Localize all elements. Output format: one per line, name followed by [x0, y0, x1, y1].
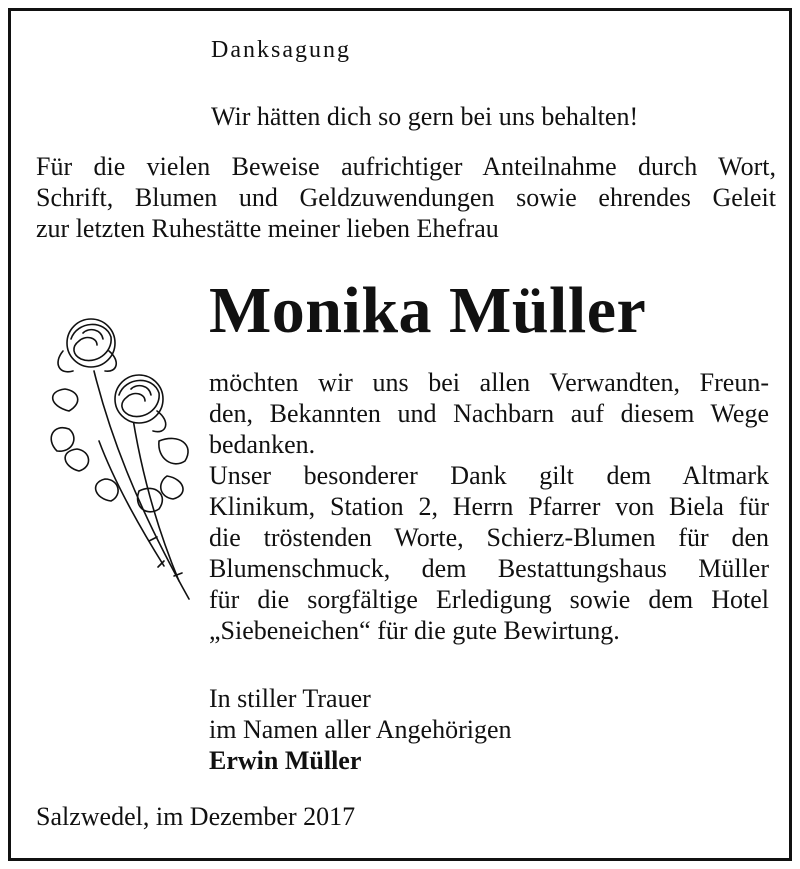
heading: Danksagung — [211, 37, 351, 63]
thanks-line: Blumenschmuck, dem Bestattungshaus Müller — [209, 554, 769, 583]
thanks-line: „Siebeneichen“ für die gute Bewirtung. — [209, 616, 620, 645]
thanks-line: bedanken. — [209, 430, 316, 459]
intro-line: Schrift, Blumen und Geldzuwendungen sowie ehrendes Geleit — [36, 183, 776, 212]
closing-line-1: In stiller Trauer — [209, 684, 371, 713]
obituary-notice — [8, 8, 792, 861]
thanks-paragraph — [209, 367, 769, 646]
intro-line: Für die vielen Beweise aufrichtiger Anteilnahme durch Wort, — [36, 152, 776, 181]
place-date: Salzwedel, im Dezember 2017 — [36, 802, 356, 831]
thanks-line: die tröstenden Worte, Schierz-Blumen für den — [209, 523, 769, 552]
thanks-line: für die sorgfältige Erledigung sowie dem Hotel — [209, 585, 769, 614]
deceased-name: Monika Müller — [209, 274, 647, 347]
thanks-line: möchten wir uns bei allen Verwandten, Freun- — [209, 368, 769, 397]
signatory: Erwin Müller — [209, 746, 362, 775]
intro-paragraph — [36, 151, 776, 244]
rose-illustration — [39, 311, 209, 611]
motto: Wir hätten dich so gern bei uns behalten! — [211, 102, 639, 131]
thanks-line: Klinikum, Station 2, Herrn Pfarrer von Biela für — [209, 492, 769, 521]
closing-line-2: im Namen aller Angehörigen — [209, 715, 512, 744]
thanks-line: Unser besonderer Dank gilt dem Altmark — [209, 461, 769, 490]
intro-line: zur letzten Ruhestätte meiner lieben Ehefrau — [36, 214, 499, 243]
thanks-line: den, Bekannten und Nachbarn auf diesem Wege — [209, 399, 769, 428]
